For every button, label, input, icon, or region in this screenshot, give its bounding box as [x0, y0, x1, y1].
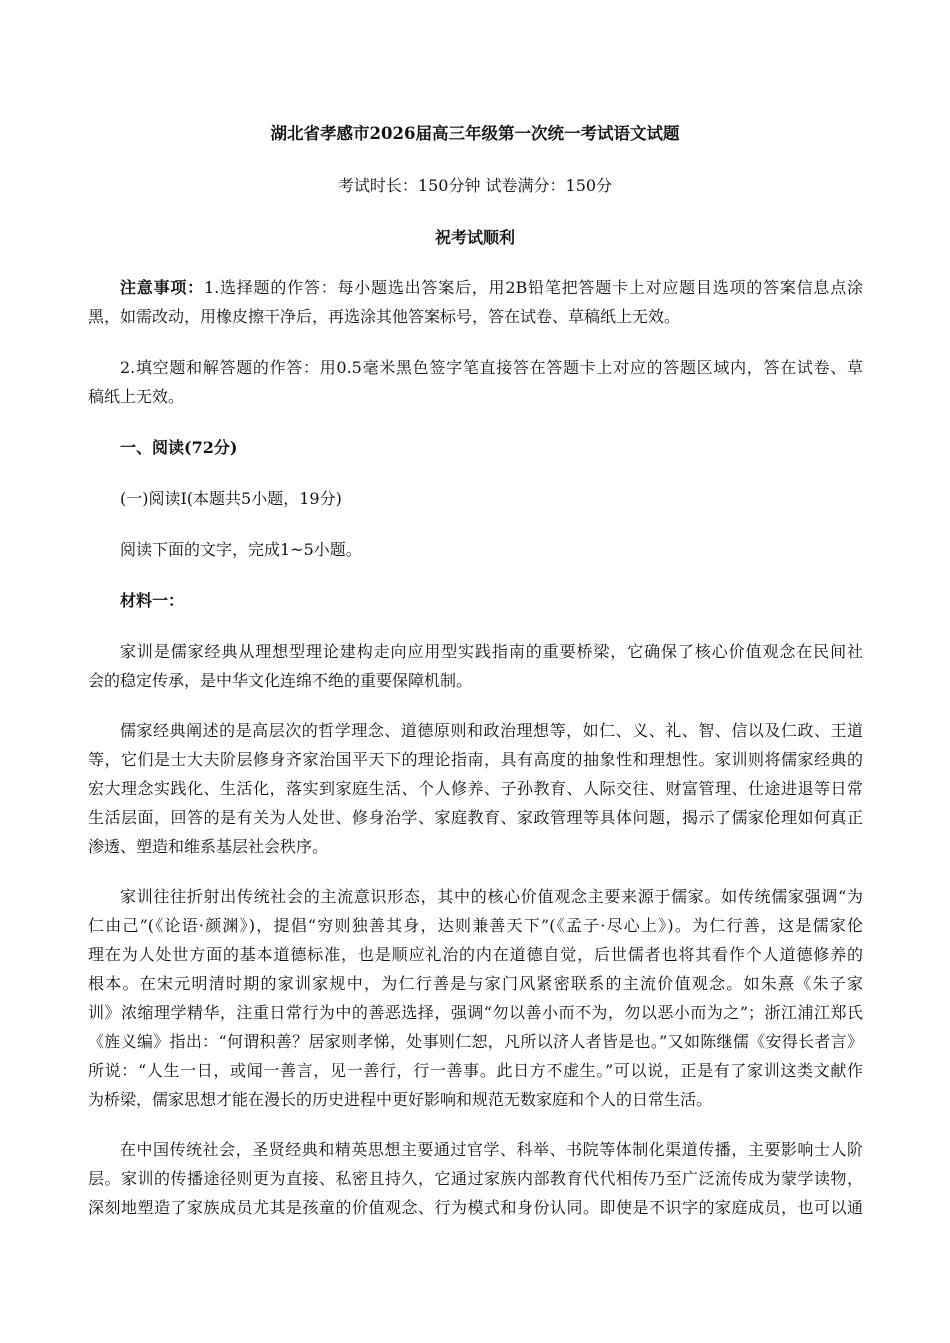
p3-line: 根本。在宋元明清时期的家训家规中，为仁行善是与家门风紧密联系的主流价值观念。如朱熹《朱子家	[88, 974, 863, 993]
p2-line: 宏大理念实践化、生活化，落实到家庭生活、个人修养、子孙教育、人际交往、财富管理、仕途进退等日常	[88, 779, 863, 798]
exam-greeting: 祝考试顺利	[434, 228, 515, 247]
p1-line: 会的稳定传承，是中华文化连绵不绝的重要保障机制。	[88, 671, 473, 690]
notice-item-1: 1.选择题的作答：每小题选出答案后，用2B铅笔把答题卡上对应题目选项的答案信息点涂	[203, 278, 863, 297]
p3-line: 训》浓缩理学精华，注重日常行为中的善恶选择，强调“勿以善小而不为，勿以恶小而为之”；浙江浦江郑氏	[88, 1003, 863, 1022]
p3-line: 理在为人处世方面的基本道德标准，也是顺应礼治的内在道德自觉，后世儒者也将其看作个人道德修养的	[88, 945, 863, 964]
notice-item-2: 2.填空题和解答题的作答：用0.5毫米黑色签字笔直接答在答题卡上对应的答题区域内，答在试卷、草	[120, 358, 863, 377]
section-sub: (一)阅读I(本题共5小题，19分)	[120, 489, 342, 508]
p4-line: 深刻地塑造了家族成员尤其是孩童的价值观念、行为模式和身份认同。即使是不识字的家庭成员，也可以通	[88, 1198, 863, 1217]
p2-line: 等，它们是士大夫阶层修身齐家治国平天下的理论指南，具有高度的抽象性和理想性。家训则将儒家经典的	[88, 750, 863, 769]
p3-line: 所说：“人生一日，或闻一善言，见一善行，行一善事。此日方不虚生。”可以说，正是有了家训这类文献作	[88, 1061, 863, 1080]
p2-line: 生活层面，回答的是有关为人处世、修身治学、家庭教育、家政管理等具体问题，揭示了儒家伦理如何真正	[88, 808, 863, 827]
section-instruction: 阅读下面的文字，完成1~5小题。	[120, 540, 362, 559]
p3-line: 家训往往折射出传统社会的主流意识形态，其中的核心价值观念主要来源于儒家。如传统儒家强调“为	[120, 887, 863, 906]
p4-line: 在中国传统社会，圣贤经典和精英思想主要通过官学、科举、书院等体制化渠道传播，主要影响士人阶	[120, 1140, 863, 1159]
exam-title: 湖北省孝感市2026届高三年级第一次统一考试语文试题	[270, 124, 680, 143]
p4-line: 层。家训的传播途径则更为直接、私密且持久，它通过家族内部教育代代相传乃至广泛流传成为蒙学读物，	[88, 1169, 863, 1188]
p1-line: 家训是儒家经典从理想型理论建构走向应用型实践指南的重要桥梁，它确保了核心价值观念在民间社	[120, 642, 863, 661]
notice-line-1	[120, 278, 863, 298]
p3-line: 为桥梁，儒家思想才能在漫长的历史进程中更好影响和规范无数家庭和个人的日常生活。	[88, 1090, 713, 1109]
p3-line: 仁由己”(《论语·颜渊》)，提倡“穷则独善其身，达则兼善天下”(《孟子·尽心上》)。为仁行善，这是儒家伦	[88, 916, 863, 935]
exam-meta: 考试时长：150分钟 试卷满分：150分	[337, 176, 613, 195]
p2-line: 儒家经典阐述的是高层次的哲学理念、道德原则和政治理想等，如仁、义、礼、智、信以及仁政、王道	[120, 721, 863, 740]
p2-line: 渗透、塑造和维系基层社会秩序。	[88, 837, 329, 856]
p3-line: 《旌义编》指出：“何谓积善？居家则孝悌，处事则仁恕，凡所以济人者皆是也。”又如陈继儒《安得长者言》	[88, 1032, 863, 1051]
section-heading: 一、阅读(72分)	[120, 438, 238, 457]
notice-label: 注意事项：	[120, 278, 204, 297]
notice-line-4: 稿纸上无效。	[88, 387, 185, 406]
material-label: 材料一：	[120, 591, 185, 610]
notice-line-2: 黑，如需改动，用橡皮擦干净后，再选涂其他答案标号，答在试卷、草稿纸上无效。	[88, 307, 681, 326]
